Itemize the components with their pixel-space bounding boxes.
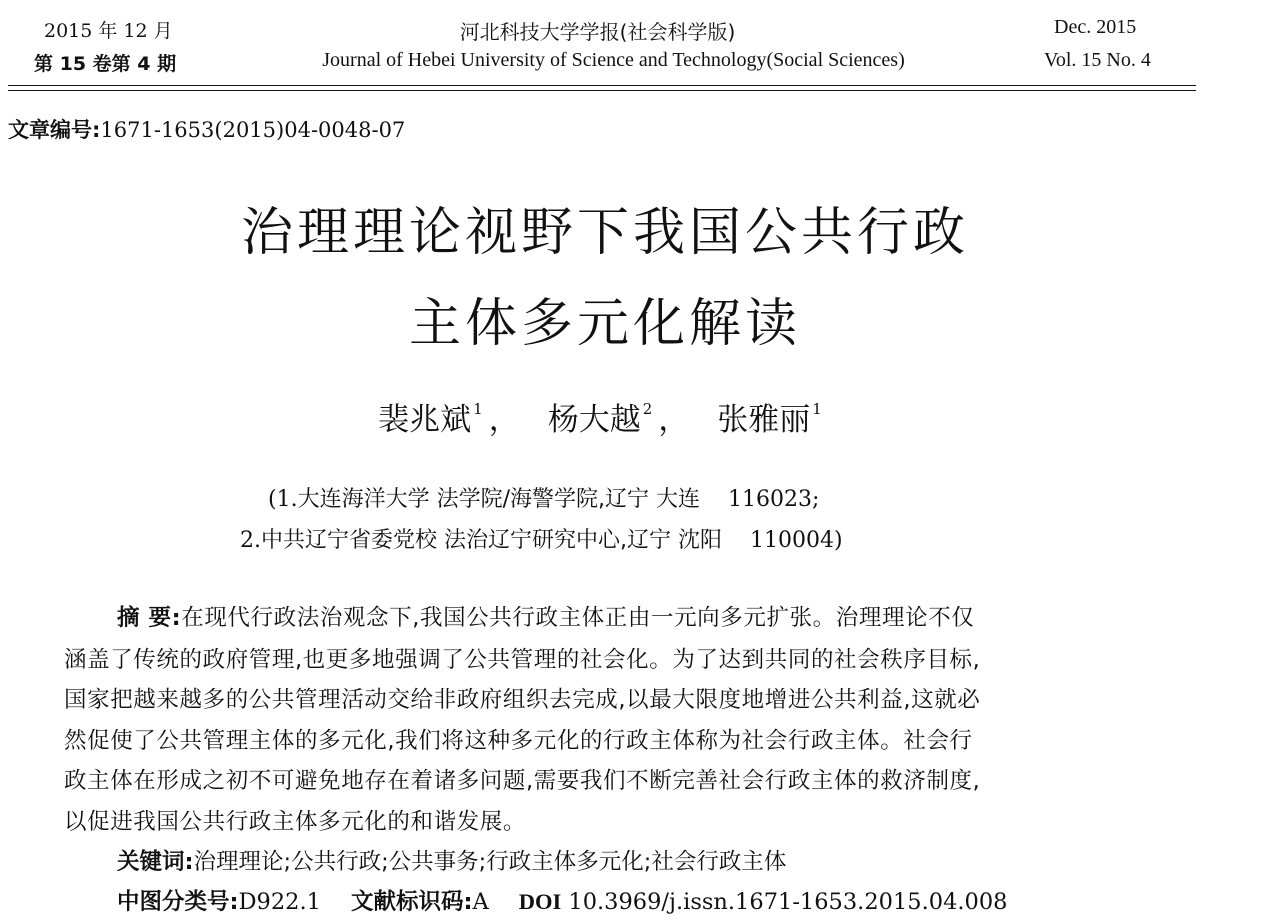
abstract-line: 政主体在形成之初不可避免地存在着诸多问题,需要我们不断完善社会行政主体的救济制度, bbox=[64, 768, 981, 794]
doi-label: DOI bbox=[518, 889, 562, 914]
header-rule-bottom bbox=[8, 90, 1196, 91]
author-affiliation-mark: 2 bbox=[642, 400, 653, 418]
author-name: 张雅丽 bbox=[717, 402, 811, 438]
affiliation-number: 2. bbox=[240, 528, 261, 553]
journal-name-cn: 河北科技大学学报(社会科学版) bbox=[459, 20, 736, 44]
affiliation-postcode: 110004) bbox=[749, 528, 843, 553]
abstract-line: 以促进我国公共行政主体多元化的和谐发展。 bbox=[64, 809, 527, 835]
author-separator: ， bbox=[488, 402, 520, 438]
author-name: 裴兆斌 bbox=[378, 402, 472, 438]
keywords-value: 治理理论;公共行政;公共事务;行政主体多元化;社会行政主体 bbox=[193, 849, 787, 875]
author-name: 杨大越 bbox=[547, 402, 641, 438]
affiliation-number: (1. bbox=[268, 487, 298, 512]
article-title-line-2: 主体多元化解读 bbox=[408, 294, 801, 354]
header-date: 2015 年 12 月 bbox=[44, 20, 173, 42]
affiliation-text: 中共辽宁省委党校 法治辽宁研究中心,辽宁 沈阳 bbox=[261, 528, 722, 553]
abstract-line: 国家把越来越多的公共管理活动交给非政府组织去完成,以最大限度地增进公共利益,这就必 bbox=[64, 687, 981, 713]
abstract-text: 在现代行政法治观念下,我国公共行政主体正由一元向多元扩张。治理理论不仅 bbox=[181, 605, 975, 631]
abstract-line: 然促使了公共管理主体的多元化,我们将这种多元化的行政主体称为社会行政主体。社会行 bbox=[64, 728, 973, 754]
affiliation-postcode: 116023; bbox=[727, 487, 820, 512]
author-affiliation-mark: 1 bbox=[473, 400, 483, 418]
article-number bbox=[8, 114, 405, 144]
journal-name-en: Journal of Hebei University of Science and Technology(Social Sciences) bbox=[322, 49, 905, 71]
affiliation-2 bbox=[240, 523, 843, 554]
author-affiliation-mark: 1 bbox=[812, 400, 822, 418]
author-separator: ， bbox=[658, 402, 690, 438]
article-number-label: 文章编号: bbox=[8, 118, 101, 142]
clc-value: D922.1 bbox=[238, 889, 321, 915]
classification-line bbox=[117, 884, 1007, 916]
header-rule-top bbox=[8, 85, 1196, 86]
affiliation-1 bbox=[268, 482, 819, 513]
header-volume-issue: 第 15 卷第 4 期 bbox=[34, 53, 177, 75]
header-volume-en: Vol. 15 No. 4 bbox=[1044, 49, 1151, 71]
article-title-line-1: 治理理论视野下我国公共行政 bbox=[240, 203, 969, 263]
document-code-value: A bbox=[472, 889, 489, 915]
abstract-label: 摘 要: bbox=[117, 605, 182, 631]
document-code-label: 文献标识码: bbox=[350, 889, 473, 915]
abstract-line bbox=[117, 600, 974, 632]
abstract-line: 涵盖了传统的政府管理,也更多地强调了公共管理的社会化。为了达到共同的社会秩序目标, bbox=[64, 647, 981, 673]
article-number-value: 1671-1653(2015)04-0048-07 bbox=[100, 118, 406, 142]
doi-value[interactable]: 10.3969/j.issn.1671-1653.2015.04.008 bbox=[568, 889, 1008, 915]
keywords-label: 关键词: bbox=[117, 849, 194, 875]
affiliation-text: 大连海洋大学 法学院/海警学院,辽宁 大连 bbox=[297, 487, 700, 512]
author-list bbox=[0, 394, 1200, 439]
keywords bbox=[117, 844, 786, 876]
header-date-en: Dec. 2015 bbox=[1054, 16, 1137, 38]
clc-label: 中图分类号: bbox=[117, 889, 239, 915]
